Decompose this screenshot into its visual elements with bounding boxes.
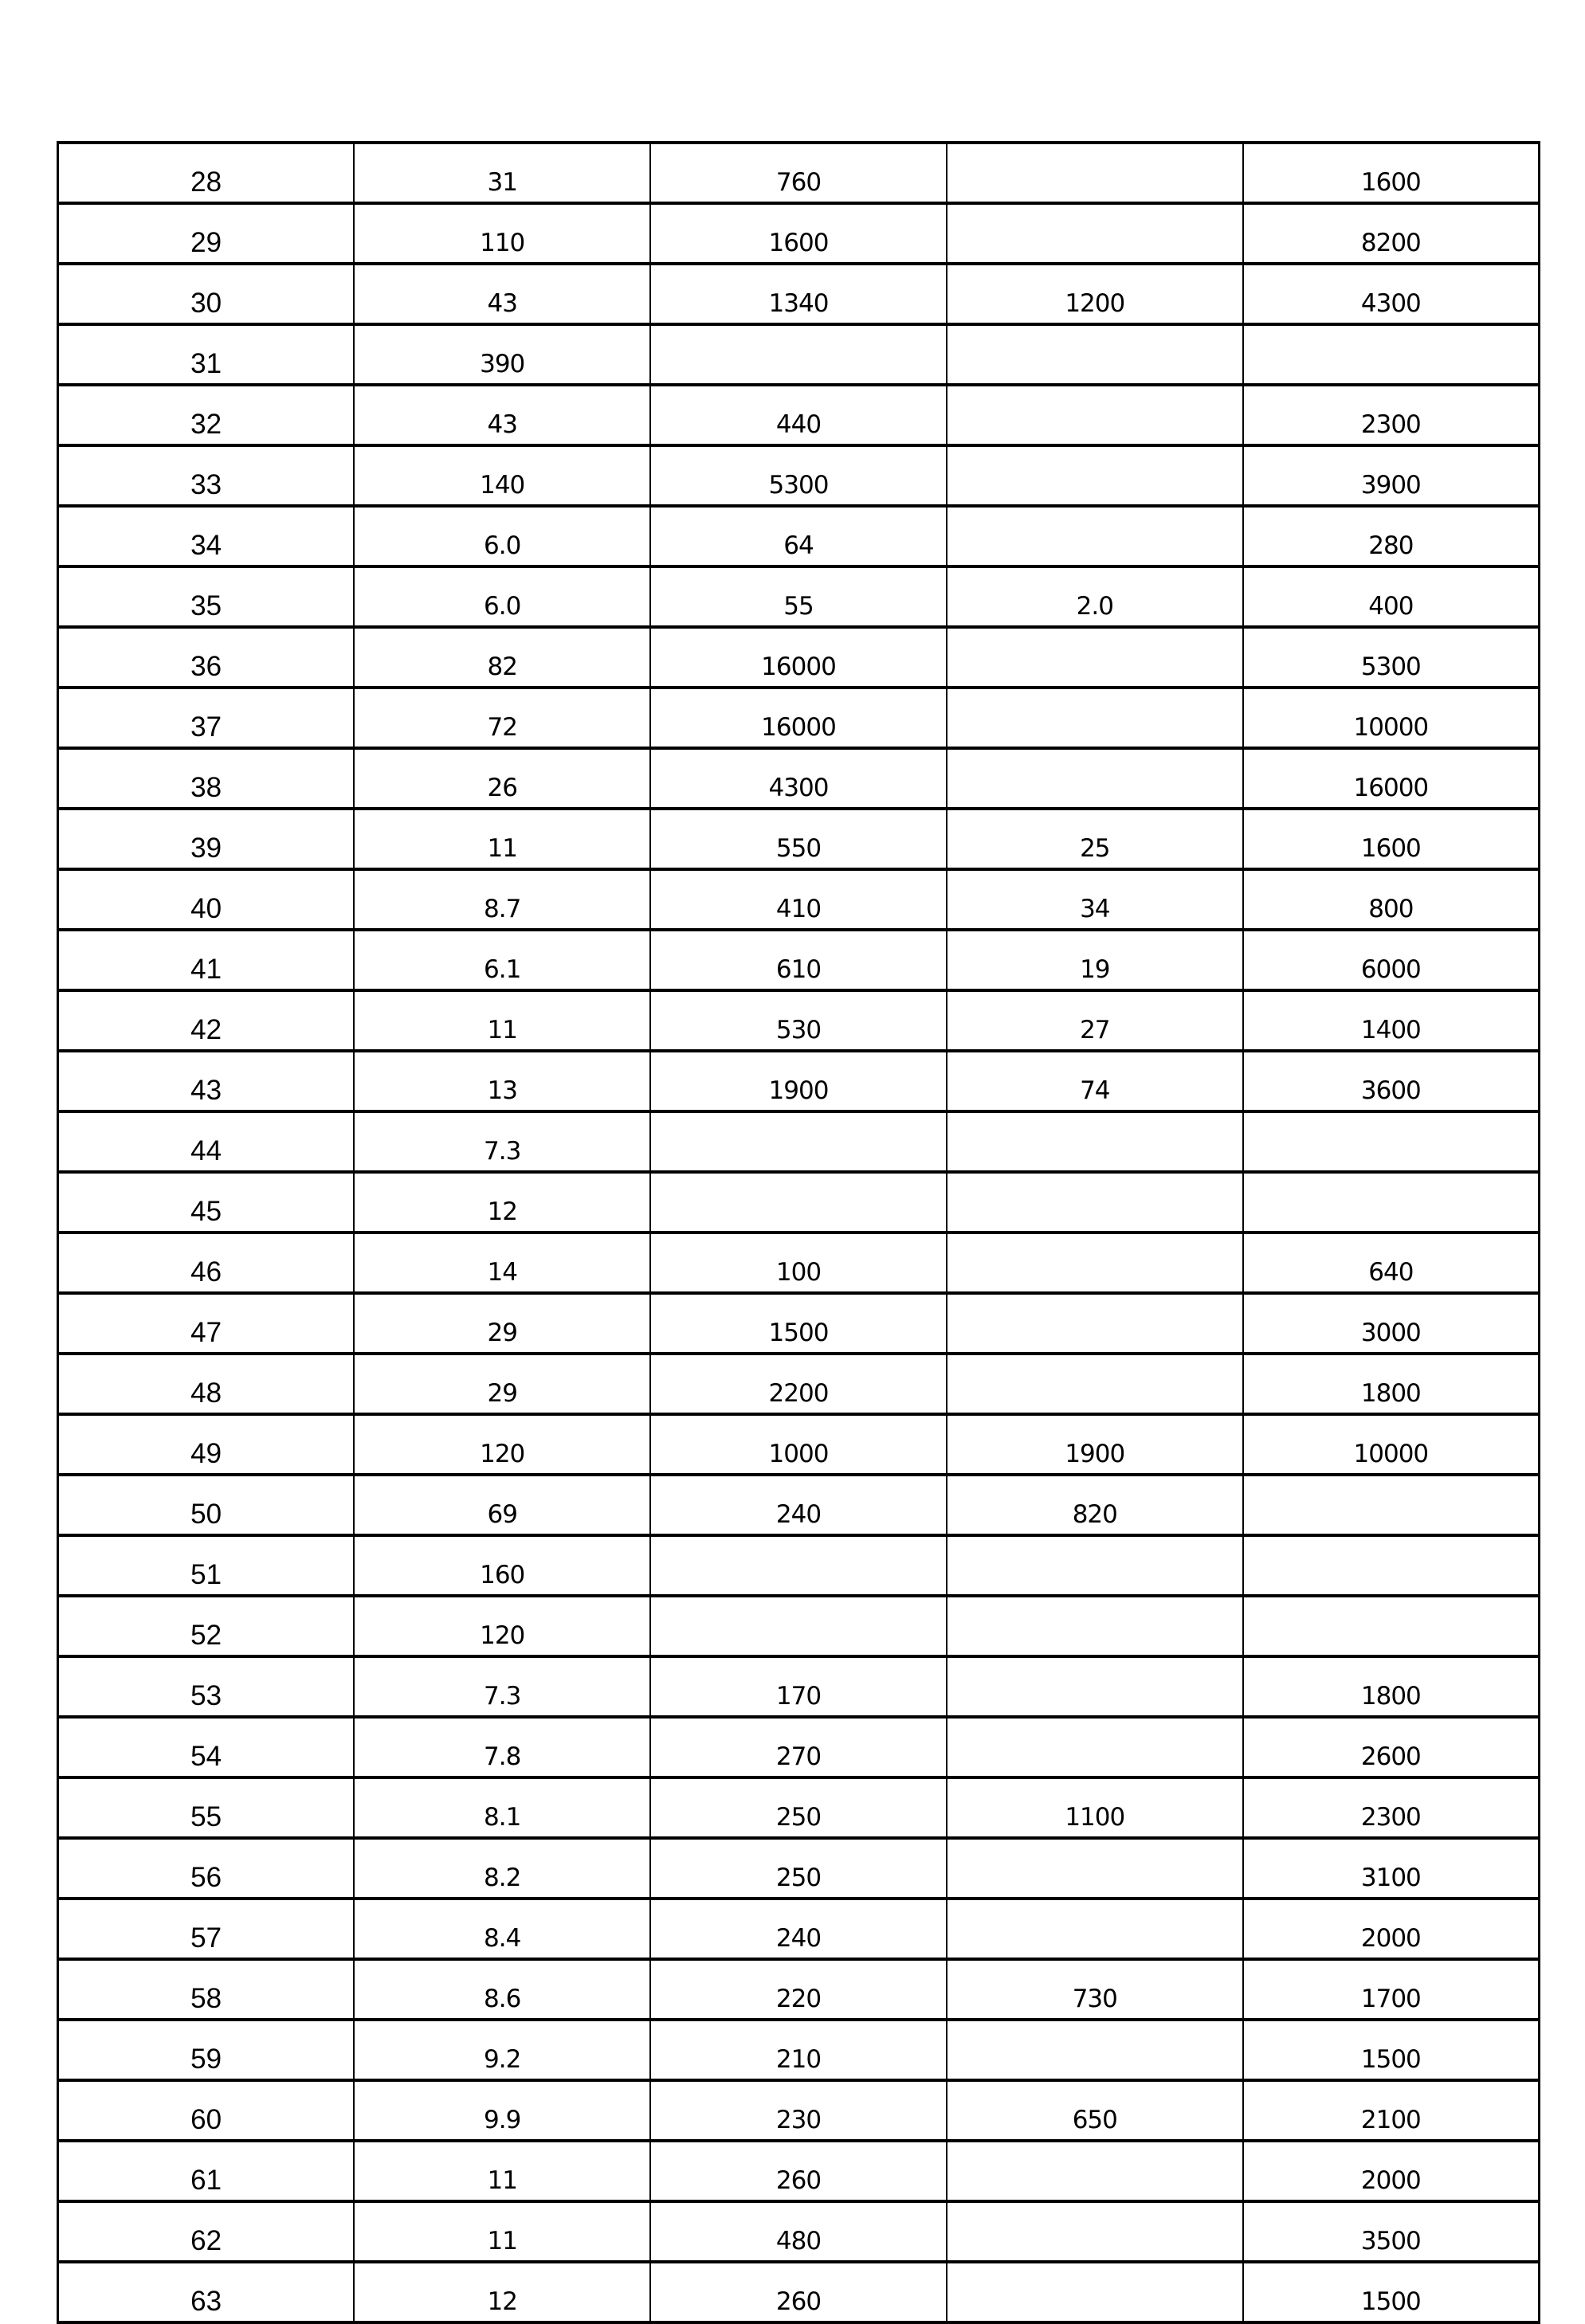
value-cell: 1340	[650, 264, 947, 324]
row-number-cell: 50	[58, 1475, 355, 1535]
value-cell	[947, 203, 1243, 264]
row-number-cell: 39	[58, 809, 355, 869]
row-number-cell: 32	[58, 385, 355, 445]
value-cell: 240	[650, 1475, 947, 1535]
value-cell: 120	[354, 1414, 650, 1475]
value-cell	[947, 1838, 1243, 1899]
value-cell	[947, 445, 1243, 506]
value-cell: 1200	[947, 264, 1243, 324]
value-cell: 400	[1243, 566, 1540, 627]
row-number-cell: 33	[58, 445, 355, 506]
table-row	[58, 748, 1540, 809]
value-cell: 140	[354, 445, 650, 506]
value-cell: 1400	[1243, 990, 1540, 1051]
value-cell: 19	[947, 930, 1243, 990]
table-row	[58, 627, 1540, 688]
value-cell: 210	[650, 2020, 947, 2080]
row-number-cell: 45	[58, 1172, 355, 1233]
value-cell: 4300	[650, 748, 947, 809]
table-row	[58, 1111, 1540, 1172]
value-cell	[650, 1172, 947, 1233]
value-cell: 550	[650, 809, 947, 869]
value-cell: 1000	[650, 1414, 947, 1475]
row-number-cell: 37	[58, 688, 355, 748]
row-number-cell: 40	[58, 869, 355, 930]
value-cell: 8.4	[354, 1899, 650, 1959]
value-cell	[1243, 1596, 1540, 1656]
value-cell: 43	[354, 385, 650, 445]
table-row	[58, 203, 1540, 264]
value-cell	[947, 324, 1243, 385]
value-cell	[947, 385, 1243, 445]
value-cell: 270	[650, 1717, 947, 1777]
value-cell: 8.2	[354, 1838, 650, 1899]
value-cell: 64	[650, 506, 947, 566]
value-cell: 1900	[947, 1414, 1243, 1475]
value-cell: 1800	[1243, 1354, 1540, 1414]
value-cell: 100	[650, 1233, 947, 1293]
table-row	[58, 809, 1540, 869]
value-cell: 1800	[1243, 1656, 1540, 1717]
value-cell: 27	[947, 990, 1243, 1051]
value-cell	[1243, 1172, 1540, 1233]
value-cell: 82	[354, 627, 650, 688]
table-row	[58, 930, 1540, 990]
value-cell: 530	[650, 990, 947, 1051]
value-cell: 250	[650, 1838, 947, 1899]
value-cell: 650	[947, 2080, 1243, 2141]
table-row	[58, 385, 1540, 445]
value-cell	[650, 1111, 947, 1172]
row-number-cell: 62	[58, 2201, 355, 2262]
row-number-cell: 31	[58, 324, 355, 385]
row-number-cell: 60	[58, 2080, 355, 2141]
row-number-cell: 35	[58, 566, 355, 627]
table-row	[58, 506, 1540, 566]
value-cell: 74	[947, 1051, 1243, 1111]
value-cell: 6.1	[354, 930, 650, 990]
value-cell: 280	[1243, 506, 1540, 566]
row-number-cell: 41	[58, 930, 355, 990]
table-row	[58, 1233, 1540, 1293]
value-cell: 1500	[1243, 2262, 1540, 2322]
value-cell: 3000	[1243, 1293, 1540, 1354]
value-cell: 29	[354, 1293, 650, 1354]
value-cell: 3500	[1243, 2201, 1540, 2262]
table-row	[58, 324, 1540, 385]
value-cell	[947, 1656, 1243, 1717]
value-cell: 5300	[650, 445, 947, 506]
value-cell: 250	[650, 1777, 947, 1838]
value-cell: 11	[354, 809, 650, 869]
table-row	[58, 1838, 1540, 1899]
table-row	[58, 264, 1540, 324]
value-cell: 9.9	[354, 2080, 650, 2141]
value-cell: 260	[650, 2262, 947, 2322]
row-number-cell: 63	[58, 2262, 355, 2322]
row-number-cell: 54	[58, 1717, 355, 1777]
value-cell: 220	[650, 1959, 947, 2020]
value-cell: 1700	[1243, 1959, 1540, 2020]
row-number-cell: 53	[58, 1656, 355, 1717]
value-cell	[1243, 1475, 1540, 1535]
value-cell	[947, 1354, 1243, 1414]
value-cell: 640	[1243, 1233, 1540, 1293]
value-cell: 12	[354, 2262, 650, 2322]
value-cell: 730	[947, 1959, 1243, 2020]
table-row	[58, 2080, 1540, 2141]
value-cell: 440	[650, 385, 947, 445]
data-table	[57, 141, 1540, 2324]
value-cell: 2100	[1243, 2080, 1540, 2141]
row-number-cell: 51	[58, 1535, 355, 1596]
value-cell	[650, 1535, 947, 1596]
row-number-cell: 38	[58, 748, 355, 809]
value-cell: 480	[650, 2201, 947, 2262]
row-number-cell: 36	[58, 627, 355, 688]
row-number-cell: 61	[58, 2141, 355, 2201]
value-cell: 14	[354, 1233, 650, 1293]
value-cell: 2300	[1243, 385, 1540, 445]
value-cell	[947, 1233, 1243, 1293]
value-cell: 5300	[1243, 627, 1540, 688]
value-cell	[947, 1717, 1243, 1777]
value-cell	[947, 2201, 1243, 2262]
value-cell	[947, 1172, 1243, 1233]
row-number-cell: 34	[58, 506, 355, 566]
row-number-cell: 28	[58, 143, 355, 203]
value-cell: 230	[650, 2080, 947, 2141]
value-cell	[1243, 1535, 1540, 1596]
value-cell: 16000	[650, 688, 947, 748]
table-row	[58, 1777, 1540, 1838]
value-cell	[947, 1293, 1243, 1354]
value-cell: 110	[354, 203, 650, 264]
value-cell: 2600	[1243, 1717, 1540, 1777]
value-cell: 55	[650, 566, 947, 627]
table-body	[58, 143, 1540, 2322]
value-cell: 10000	[1243, 688, 1540, 748]
value-cell: 25	[947, 809, 1243, 869]
value-cell: 240	[650, 1899, 947, 1959]
table-row	[58, 143, 1540, 203]
row-number-cell: 57	[58, 1899, 355, 1959]
value-cell: 6.0	[354, 566, 650, 627]
value-cell	[947, 1596, 1243, 1656]
value-cell	[947, 2262, 1243, 2322]
value-cell	[947, 1899, 1243, 1959]
value-cell: 2.0	[947, 566, 1243, 627]
value-cell	[947, 506, 1243, 566]
value-cell: 26	[354, 748, 650, 809]
value-cell	[1243, 1111, 1540, 1172]
value-cell: 800	[1243, 869, 1540, 930]
row-number-cell: 30	[58, 264, 355, 324]
value-cell: 1100	[947, 1777, 1243, 1838]
table-row	[58, 2201, 1540, 2262]
value-cell	[947, 688, 1243, 748]
value-cell: 7.8	[354, 1717, 650, 1777]
row-number-cell: 49	[58, 1414, 355, 1475]
value-cell: 260	[650, 2141, 947, 2201]
value-cell: 11	[354, 990, 650, 1051]
value-cell	[947, 1535, 1243, 1596]
table-row	[58, 1596, 1540, 1656]
value-cell: 4300	[1243, 264, 1540, 324]
row-number-cell: 46	[58, 1233, 355, 1293]
value-cell: 1600	[650, 203, 947, 264]
value-cell: 2000	[1243, 2141, 1540, 2201]
value-cell: 170	[650, 1656, 947, 1717]
value-cell: 34	[947, 869, 1243, 930]
value-cell: 11	[354, 2141, 650, 2201]
value-cell: 1500	[1243, 2020, 1540, 2080]
row-number-cell: 58	[58, 1959, 355, 2020]
table-row	[58, 1051, 1540, 1111]
value-cell: 1600	[1243, 809, 1540, 869]
value-cell: 16000	[650, 627, 947, 688]
value-cell: 12	[354, 1172, 650, 1233]
value-cell: 13	[354, 1051, 650, 1111]
value-cell: 2200	[650, 1354, 947, 1414]
row-number-cell: 42	[58, 990, 355, 1051]
table-row	[58, 2020, 1540, 2080]
row-number-cell: 55	[58, 1777, 355, 1838]
table-row	[58, 990, 1540, 1051]
value-cell: 8.7	[354, 869, 650, 930]
row-number-cell: 43	[58, 1051, 355, 1111]
table-row	[58, 869, 1540, 930]
value-cell: 410	[650, 869, 947, 930]
value-cell: 29	[354, 1354, 650, 1414]
row-number-cell: 59	[58, 2020, 355, 2080]
value-cell: 69	[354, 1475, 650, 1535]
value-cell: 1600	[1243, 143, 1540, 203]
value-cell	[947, 1111, 1243, 1172]
value-cell: 16000	[1243, 748, 1540, 809]
row-number-cell: 52	[58, 1596, 355, 1656]
value-cell: 7.3	[354, 1656, 650, 1717]
value-cell: 3600	[1243, 1051, 1540, 1111]
value-cell: 390	[354, 324, 650, 385]
value-cell: 8.6	[354, 1959, 650, 2020]
value-cell: 8.1	[354, 1777, 650, 1838]
value-cell: 1900	[650, 1051, 947, 1111]
value-cell: 7.3	[354, 1111, 650, 1172]
table-row	[58, 2262, 1540, 2322]
value-cell	[947, 748, 1243, 809]
value-cell: 3100	[1243, 1838, 1540, 1899]
value-cell: 610	[650, 930, 947, 990]
value-cell: 9.2	[354, 2020, 650, 2080]
table-row	[58, 688, 1540, 748]
table-row	[58, 1717, 1540, 1777]
value-cell: 1500	[650, 1293, 947, 1354]
table-row	[58, 1959, 1540, 2020]
value-cell: 820	[947, 1475, 1243, 1535]
row-number-cell: 44	[58, 1111, 355, 1172]
row-number-cell: 56	[58, 1838, 355, 1899]
value-cell: 3900	[1243, 445, 1540, 506]
value-cell	[947, 627, 1243, 688]
value-cell	[947, 143, 1243, 203]
value-cell	[650, 324, 947, 385]
table-row	[58, 1656, 1540, 1717]
table-row	[58, 1293, 1540, 1354]
value-cell: 10000	[1243, 1414, 1540, 1475]
value-cell: 6.0	[354, 506, 650, 566]
table-row	[58, 1172, 1540, 1233]
row-number-cell: 48	[58, 1354, 355, 1414]
value-cell: 8200	[1243, 203, 1540, 264]
value-cell: 2000	[1243, 1899, 1540, 1959]
table-row	[58, 2141, 1540, 2201]
value-cell	[947, 2020, 1243, 2080]
value-cell: 760	[650, 143, 947, 203]
row-number-cell: 47	[58, 1293, 355, 1354]
value-cell: 120	[354, 1596, 650, 1656]
table-row	[58, 1414, 1540, 1475]
value-cell: 43	[354, 264, 650, 324]
table-row	[58, 445, 1540, 506]
value-cell: 31	[354, 143, 650, 203]
table-row	[58, 1535, 1540, 1596]
table-row	[58, 566, 1540, 627]
value-cell	[650, 1596, 947, 1656]
row-number-cell: 29	[58, 203, 355, 264]
value-cell: 72	[354, 688, 650, 748]
table-row	[58, 1354, 1540, 1414]
value-cell: 11	[354, 2201, 650, 2262]
value-cell: 2300	[1243, 1777, 1540, 1838]
value-cell	[947, 2141, 1243, 2201]
table-row	[58, 1899, 1540, 1959]
value-cell: 160	[354, 1535, 650, 1596]
value-cell: 6000	[1243, 930, 1540, 990]
table-row	[58, 1475, 1540, 1535]
value-cell	[1243, 324, 1540, 385]
